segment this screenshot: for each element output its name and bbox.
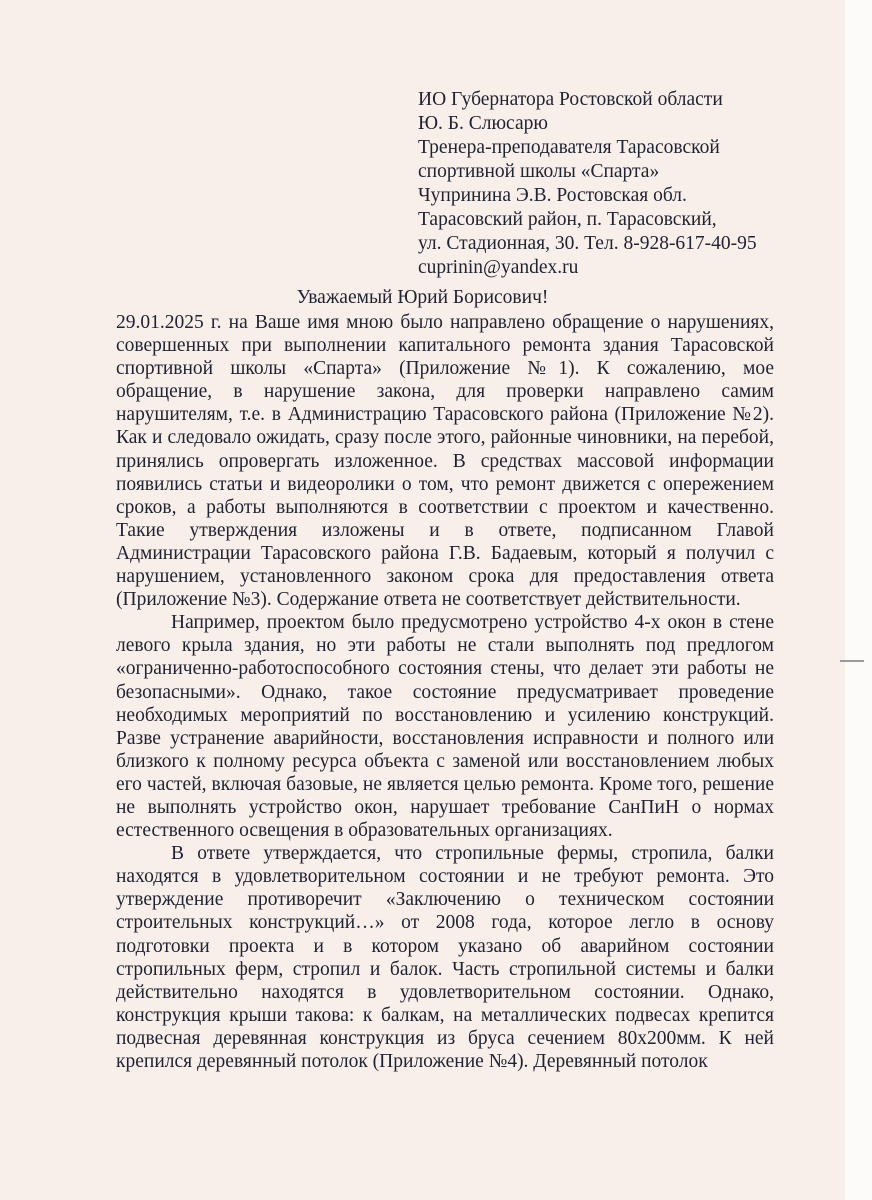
address-line: Ю. Б. Слюсарю: [418, 113, 548, 134]
greeting: Уважаемый Юрий Борисович!: [296, 287, 549, 308]
scan-margin: [845, 0, 872, 1200]
address-line: Чупринина Э.В. Ростовская обл.: [418, 185, 687, 206]
address-line: Тарасовский район, п. Тарасовский,: [418, 209, 717, 230]
paragraph: 29.01.2025 г. на Ваше имя мною было направлено обращение о нарушениях, совершенных при выполнении капитального ремонта здания Тарасовской спортивной школы «Спарта» (Приложение №1). К сожалению, мое обращение, в нарушение закона, для проверки направлено самим нарушителям, т.е. в Администрацию Тарасовского района (Приложение №2). Как и следовало ожидать, сразу после этого, районные чиновники, на перебой, принялись опровергать изложенное. В средствах массовой информации появились статьи и видеоролики о том, что ремонт движется с опережением сроков, а работы выполняются в соответствии с проектом и качественно. Такие утверждения изложены и в ответе, подписанном Главой Администрации Тарасовского района Г.В. Бадаевым, который я получил с нарушением, установленного законом срока для предоставления ответа (Приложение №3). Содержание ответа не соответствует действительности.: [116, 312, 774, 611]
address-line: спортивной школы «Спарта»: [418, 161, 660, 182]
letter-body: [116, 311, 774, 1073]
paragraph: В ответе утверждается, что стропильные фермы, стропила, балки находятся в удовлетворительном состоянии и не требуют ремонта. Это утверждение противоречит «Заключению о техническом состоянии строительных конструкций…» от 2008 года, которое легло в основу подготовки проекта и в котором указано об аварийном состоянии стропильных ферм, стропил и балок. Часть стропильной системы и балки действительно находятся в удовлетворительном состоянии. Однако, конструкция крыши такова: к балкам, на металлических подвесах крепится подвесная деревянная конструкция из бруса сечением 80х200мм. К ней крепился деревянный потолок (Приложение №4). Деревянный потолок: [116, 843, 774, 1072]
email-address: cuprinin@yandex.ru: [418, 257, 579, 278]
scan-mark: [840, 660, 864, 662]
addressee-block: [418, 88, 818, 280]
paragraph: Например, проектом было предусмотрено устройство 4-х окон в стене левого крыла здания, но эти работы не стали выполнять под предлогом «ограниченно-работоспособного состояния стены, что делает эти работы не безопасными». Однако, такое состояние предусматривает проведение необходимых мероприятий по восстановлению и усилению конструкций. Разве устранение аварийности, восстановления исправности и полного или близкого к полному ресурса объекта с заменой или восстановлением любых его частей, включая базовые, не является целью ремонта. Кроме того, решение не выполнять устройство окон, нарушает требование СанПиН о нормах естественного освещения в образовательных организациях.: [116, 612, 774, 842]
address-line: ул. Стадионная, 30. Тел. 8-928-617-40-95: [418, 233, 757, 254]
address-line: ИО Губернатора Ростовской области: [418, 89, 723, 110]
address-line: Тренера-преподавателя Тарасовской: [418, 137, 720, 158]
